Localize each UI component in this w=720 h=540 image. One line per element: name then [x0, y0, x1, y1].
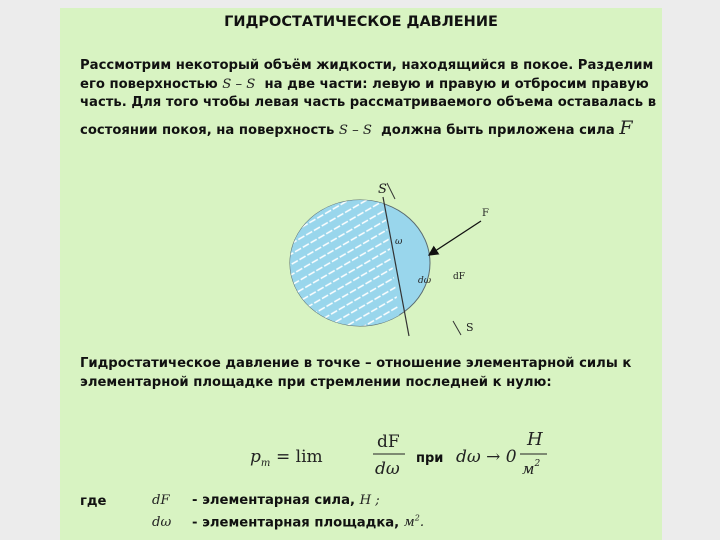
intro-line-1: Рассмотрим некоторый объём жидкости, находящийся в покое. Разделим: [80, 58, 654, 73]
formula-limit: dω → 0: [456, 447, 517, 467]
definition-paragraph: [80, 355, 655, 392]
surface-symbol: S – S: [222, 76, 256, 92]
surface-symbol-2: S – S: [338, 122, 372, 138]
formula-denominator: dω: [375, 459, 400, 479]
force-arrow: [429, 221, 481, 255]
formula-pri: при: [416, 451, 444, 466]
svg-text:pm: [250, 447, 270, 469]
fluid-volume-diagram: [283, 171, 489, 341]
legend-area: dω - элементарная площадка, $м^2$.: [152, 514, 425, 531]
pressure-formula: [250, 426, 610, 481]
unit-numerator: H: [527, 429, 543, 450]
intro-line-4: состоянии покоя, на поверхность S – S должна быть приложена сила F: [80, 116, 633, 139]
intro-paragraph: [80, 57, 655, 140]
formula-numerator: dF: [377, 432, 400, 452]
label-force: F: [482, 208, 489, 219]
legend-force: dF - элементарная сила, H ;: [152, 493, 380, 508]
unit-denominator: м: [522, 460, 535, 478]
slide: [60, 8, 662, 540]
label-domega: dω: [418, 276, 432, 286]
svg-text:м2: [522, 459, 540, 478]
legend-unit-H: H ;: [359, 493, 380, 508]
label-dF: dF: [453, 272, 466, 282]
where-label: где: [80, 494, 107, 509]
unit-exponent: 2: [534, 459, 541, 469]
label-s-top: S: [378, 182, 387, 197]
legend-sym-domega: dω: [152, 515, 172, 531]
legend-sym-dF: dF: [152, 493, 170, 508]
label-omega: ω: [395, 237, 403, 247]
intro-line-3: часть. Для того чтобы левая часть рассматриваемого объема оставалась в: [80, 95, 657, 110]
definition-line-2: элементарной площадке при стремлении последней к нулю:: [80, 374, 552, 390]
formula-eq-lim: = lim: [276, 447, 323, 467]
definition-line-1: Гидростатическое давление в точке – отношение элементарной силы к: [80, 356, 632, 371]
formula-p: p: [250, 447, 261, 467]
slide-title: ГИДРОСТАТИЧЕСКОЕ ДАВЛЕНИЕ: [224, 14, 498, 30]
label-s-bottom-tick: [453, 321, 461, 335]
label-s-top-tick: [387, 183, 395, 199]
label-s-bottom: S: [466, 321, 474, 334]
intro-line-2: его поверхностью S – S на две части: левую и правую и отбросим правую: [80, 76, 649, 92]
force-symbol: F: [619, 116, 633, 139]
legend-unit-m2: $м^2$.: [403, 514, 425, 531]
formula-sub-m: m: [260, 458, 271, 469]
